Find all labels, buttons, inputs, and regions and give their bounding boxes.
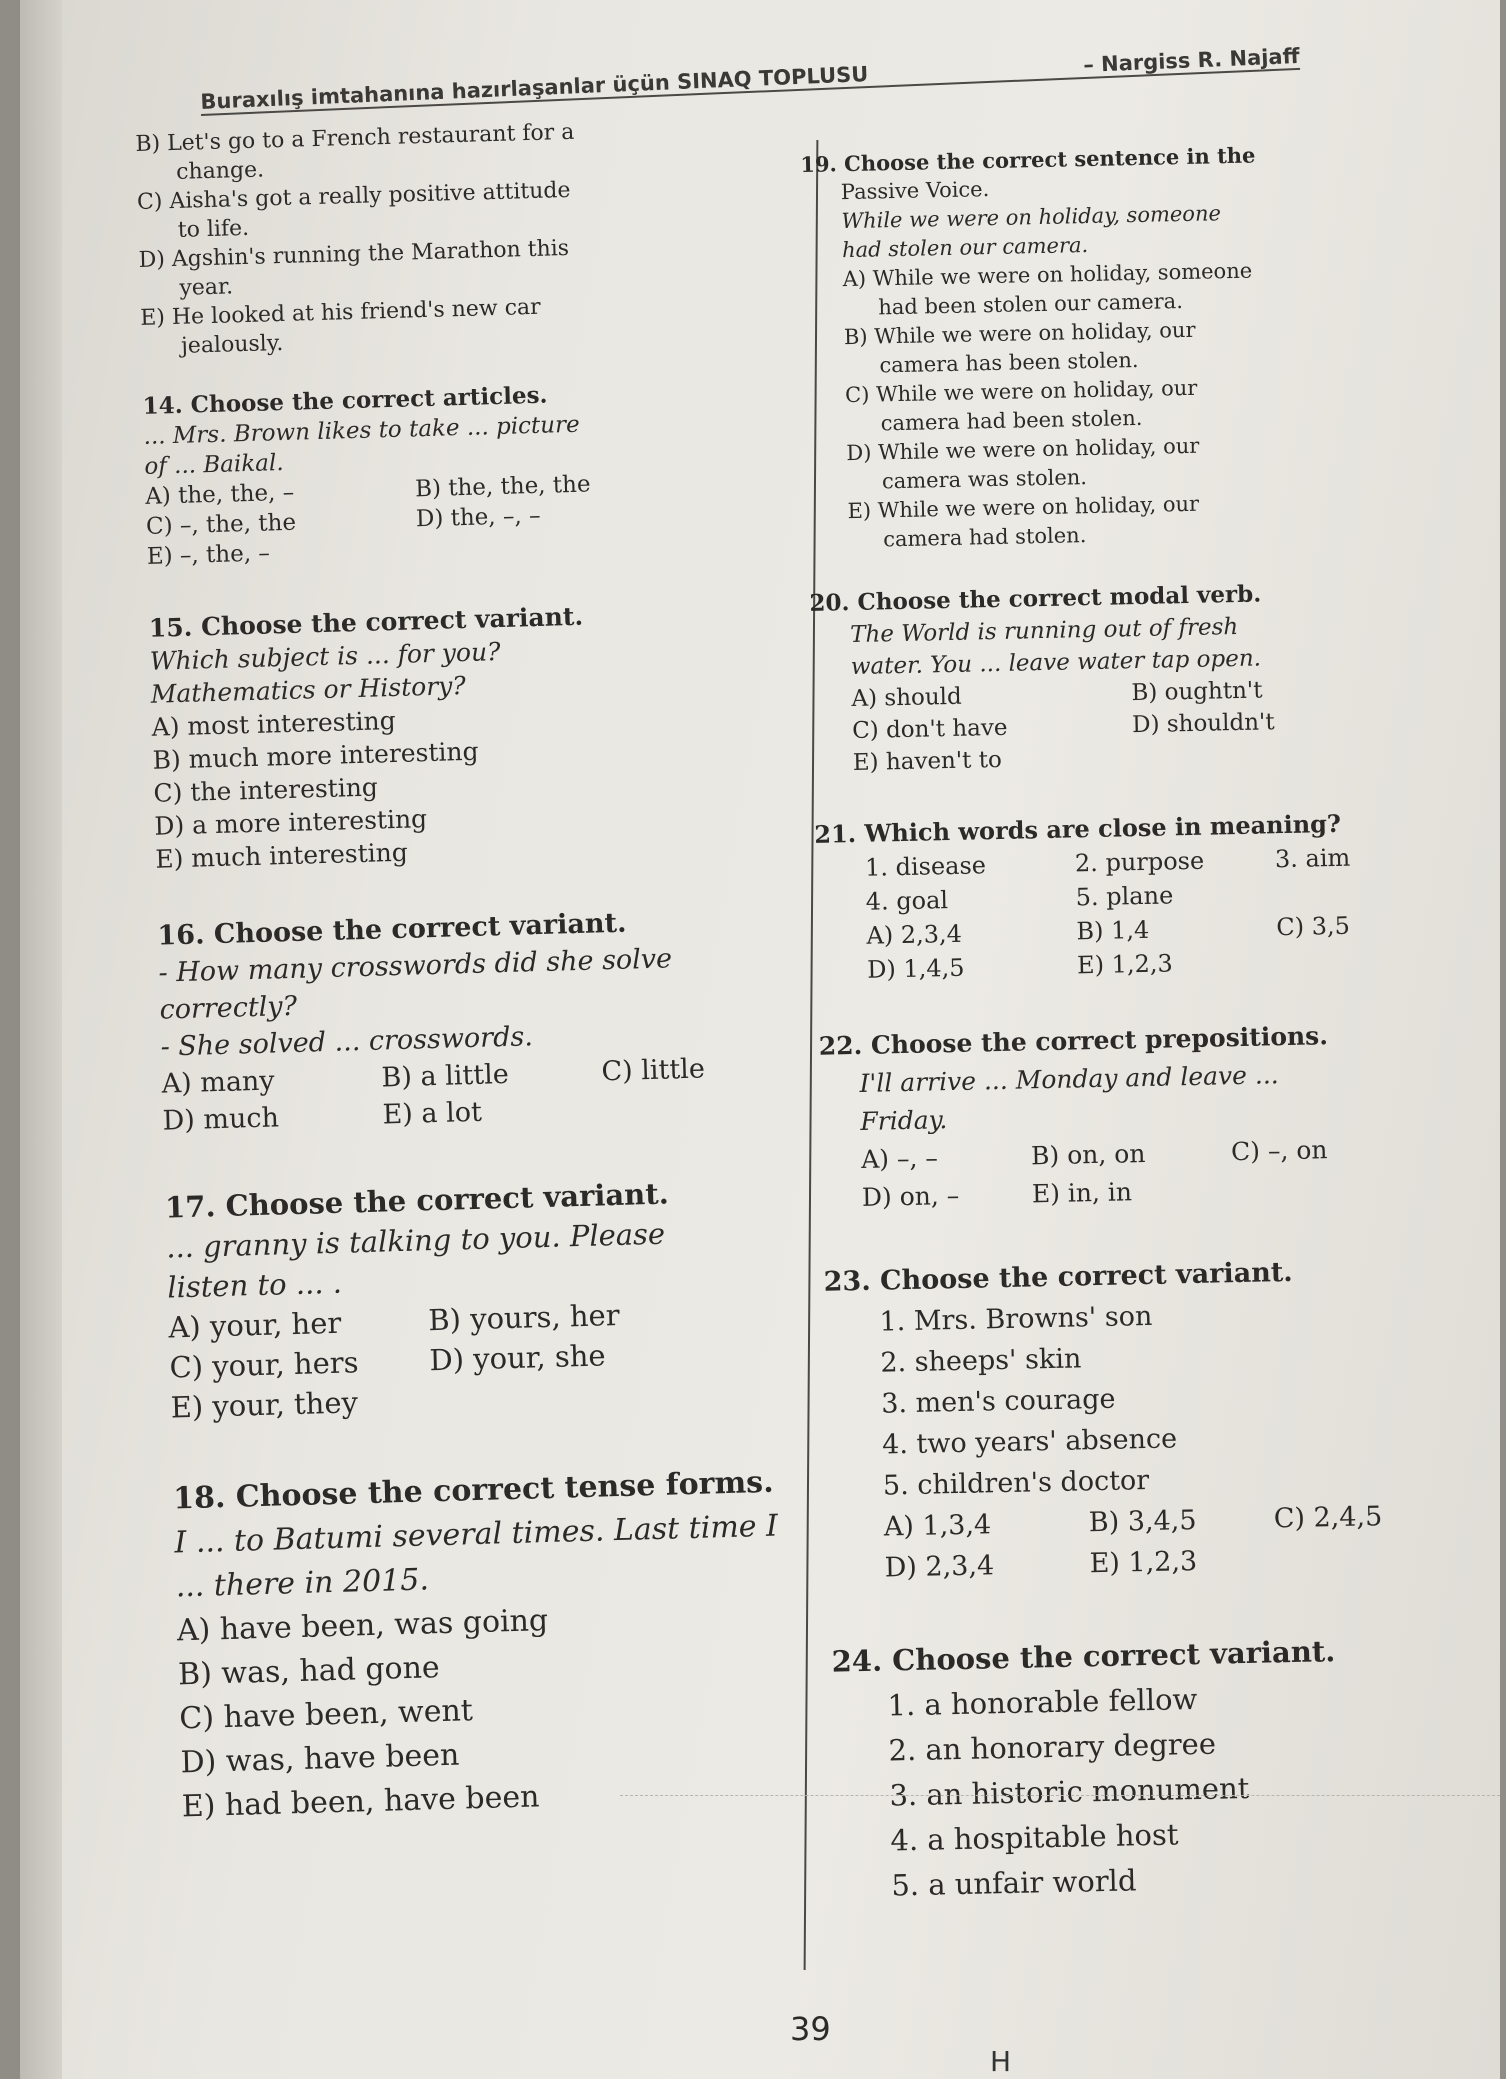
option-c: C) 3,5 — [1276, 911, 1351, 942]
question-19-title-cont: Passive Voice. — [840, 177, 990, 205]
question-15-stem-2: Mathematics or History? — [150, 670, 467, 709]
question-16-title: 16. Choose the correct variant. — [157, 907, 627, 952]
option-c: C) don't have — [851, 714, 1008, 745]
question-20-stem-1: The World is running out of fresh — [849, 613, 1239, 649]
question-14-title: 14. Choose the correct articles. — [142, 381, 548, 420]
option-a: A) your, her — [167, 1305, 342, 1345]
option-c: C) Aisha's got a really positive attitude — [136, 177, 571, 215]
option-d: D) 2,3,4 — [884, 1550, 995, 1584]
option-b: B) the, the, the — [414, 471, 591, 503]
question-20-stem-2: water. You ... leave water tap open. — [850, 645, 1262, 681]
question-13-tail — [135, 112, 801, 362]
exam-page — [20, 0, 1500, 2079]
handwritten-mark: H — [990, 2045, 1012, 2078]
option-c: C) –, the, the — [145, 509, 297, 540]
option-a: A) 1,3,4 — [883, 1509, 992, 1543]
option-c: C) While we were on holiday, our — [844, 375, 1198, 408]
question-19-stem-2: had stolen our camera. — [841, 232, 1089, 263]
option-b: B) While we were on holiday, our — [843, 317, 1196, 350]
option-d: D) the, –, – — [415, 502, 541, 533]
question-22-title: 22. Choose the correct prepositions. — [818, 1021, 1329, 1061]
item-1: 1. a honorable fellow — [887, 1682, 1198, 1723]
option-a: A) should — [851, 683, 963, 713]
option-b: B) oughtn't — [1131, 677, 1263, 707]
option-d: D) was, have been — [180, 1737, 460, 1781]
option-c: C) have been, went — [178, 1693, 474, 1737]
option-d: D) on, – — [861, 1180, 960, 1212]
option-d: D) much — [162, 1102, 280, 1137]
question-15-title: 15. Choose the correct variant. — [148, 601, 584, 643]
question-23 — [823, 1250, 1390, 1590]
option-e-cont: jealously. — [180, 330, 284, 359]
question-16 — [157, 899, 823, 1139]
question-14-stem-1: ... Mrs. Brown likes to take ... picture — [143, 411, 580, 450]
item-1: 1. Mrs. Browns' son — [879, 1300, 1153, 1338]
option-a: A) have been, was going — [176, 1603, 549, 1649]
option-c: C) little — [601, 1053, 706, 1088]
option-c-cont: camera had been stolen. — [880, 405, 1143, 436]
option-b: B) 1,4 — [1076, 915, 1150, 946]
option-d: D) While we were on holiday, our — [846, 433, 1200, 466]
word-2: 2. purpose — [1074, 846, 1205, 878]
question-19-title: 19. Choose the correct sentence in the — [800, 142, 1256, 177]
option-d: D) shouldn't — [1131, 709, 1275, 739]
question-21-title: 21. Which words are close in meaning? — [814, 808, 1342, 849]
option-d: D) your, she — [428, 1338, 607, 1378]
question-18-stem-2: ... there in 2015. — [175, 1562, 430, 1605]
question-18-stem-1: I ... to Batumi several times. Last time I — [173, 1508, 779, 1561]
left-column — [135, 112, 842, 1830]
question-17-title: 17. Choose the correct variant. — [164, 1176, 670, 1225]
page-number: 39 — [790, 2010, 831, 2048]
question-16-stem-1: - How many crosswords did she solve — [158, 943, 673, 989]
question-20 — [809, 576, 1373, 780]
option-e: E) in, in — [1031, 1177, 1133, 1209]
page-edge — [20, 0, 62, 2079]
item-5: 5. a unfair world — [891, 1863, 1137, 1903]
question-14-stem-2: of ... Baikal. — [144, 449, 284, 480]
option-a: A) 2,3,4 — [866, 919, 963, 950]
option-d: D) Agshin's running the Marathon this — [138, 235, 570, 273]
question-15 — [148, 593, 815, 875]
item-4: 4. a hospitable host — [890, 1817, 1179, 1858]
question-20-title: 20. Choose the correct modal verb. — [809, 580, 1262, 617]
word-5: 5. plane — [1075, 881, 1174, 912]
item-5: 5. children's doctor — [882, 1464, 1150, 1502]
option-a: A) While we were on holiday, someone — [842, 258, 1253, 292]
option-c: C) 2,4,5 — [1273, 1501, 1383, 1535]
option-c: C) your, hers — [169, 1345, 359, 1385]
option-e: E) much interesting — [154, 837, 409, 874]
question-19-stem-1: While we were on holiday, someone — [841, 201, 1222, 234]
option-e: E) While we were on holiday, our — [847, 491, 1200, 524]
option-b: B) 3,4,5 — [1088, 1505, 1197, 1539]
option-e: E) a lot — [382, 1096, 483, 1131]
item-2: 2. an honorary degree — [888, 1726, 1217, 1768]
option-e: E) –, the, – — [146, 540, 271, 570]
header-title: Buraxılış imtahanına hazırlaşanlar üçün SINAQ TOPLUSU — [200, 62, 869, 114]
option-a: A) many — [161, 1065, 276, 1100]
option-b: B) yours, her — [427, 1297, 620, 1338]
option-b: B) Let's go to a French restaurant for a — [135, 119, 575, 157]
question-17-stem-1: ... granny is talking to you. Please — [165, 1216, 666, 1265]
option-b: B) was, had gone — [177, 1650, 441, 1693]
option-e: E) your, they — [170, 1385, 359, 1425]
item-4: 4. two years' absence — [881, 1423, 1178, 1461]
option-c-cont: to life. — [177, 215, 250, 243]
item-3: 3. men's courage — [880, 1383, 1116, 1420]
option-d: D) 1,4,5 — [866, 953, 965, 984]
paper-fold-line — [620, 1795, 1500, 1796]
option-a: A) most interesting — [151, 705, 396, 742]
word-3: 3. aim — [1274, 843, 1351, 874]
question-21 — [814, 806, 1377, 988]
word-1: 1. disease — [864, 851, 987, 882]
page-header — [200, 44, 1300, 116]
option-e: E) had been, have been — [181, 1779, 540, 1825]
option-a-cont: had been stolen our camera. — [878, 289, 1184, 320]
question-16-stem-3: - She solved ... crosswords. — [160, 1021, 534, 1063]
right-column — [800, 138, 1397, 1909]
question-19 — [800, 138, 1368, 556]
option-e: E) 1,2,3 — [1089, 1545, 1198, 1580]
question-18-title: 18. Choose the correct tense forms. — [172, 1464, 774, 1517]
option-b-cont: change. — [175, 157, 265, 185]
option-e: E) He looked at his friend's new car — [139, 294, 541, 331]
option-a: A) the, the, – — [144, 479, 295, 510]
option-d: D) a more interesting — [154, 804, 428, 841]
question-18 — [173, 1459, 843, 1829]
question-14 — [142, 373, 807, 571]
option-a: A) –, – — [860, 1143, 939, 1174]
question-22 — [818, 1016, 1382, 1218]
question-23-title: 23. Choose the correct variant. — [823, 1256, 1293, 1298]
question-16-stem-2: correctly? — [159, 990, 298, 1026]
question-22-stem-2: Friday. — [860, 1105, 948, 1136]
option-c: C) –, on — [1230, 1135, 1328, 1167]
option-b-cont: camera has been stolen. — [879, 347, 1139, 378]
option-e-cont: camera had stolen. — [882, 523, 1087, 552]
option-b: B) on, on — [1030, 1138, 1146, 1171]
question-24 — [831, 1628, 1397, 1910]
question-17 — [165, 1169, 831, 1427]
question-22-stem-1: I'll arrive ... Monday and leave ... — [859, 1060, 1280, 1098]
option-c: C) the interesting — [153, 772, 379, 808]
header-author: – Nargiss R. Najaff — [1082, 43, 1301, 77]
question-17-stem-2: listen to ... . — [166, 1265, 343, 1305]
option-e: E) 1,2,3 — [1076, 949, 1173, 980]
question-24-title: 24. Choose the correct variant. — [831, 1634, 1336, 1679]
option-b: B) a little — [381, 1058, 510, 1094]
option-b: B) much more interesting — [152, 736, 479, 775]
question-15-stem-1: Which subject is ... for you? — [149, 637, 501, 676]
word-4: 4. goal — [865, 886, 949, 916]
item-2: 2. sheeps' skin — [880, 1343, 1082, 1379]
option-d-cont: year. — [179, 274, 234, 301]
option-e: E) haven't to — [852, 746, 1003, 777]
item-3: 3. an historic monument — [889, 1770, 1250, 1813]
option-d-cont: camera was stolen. — [881, 465, 1088, 494]
